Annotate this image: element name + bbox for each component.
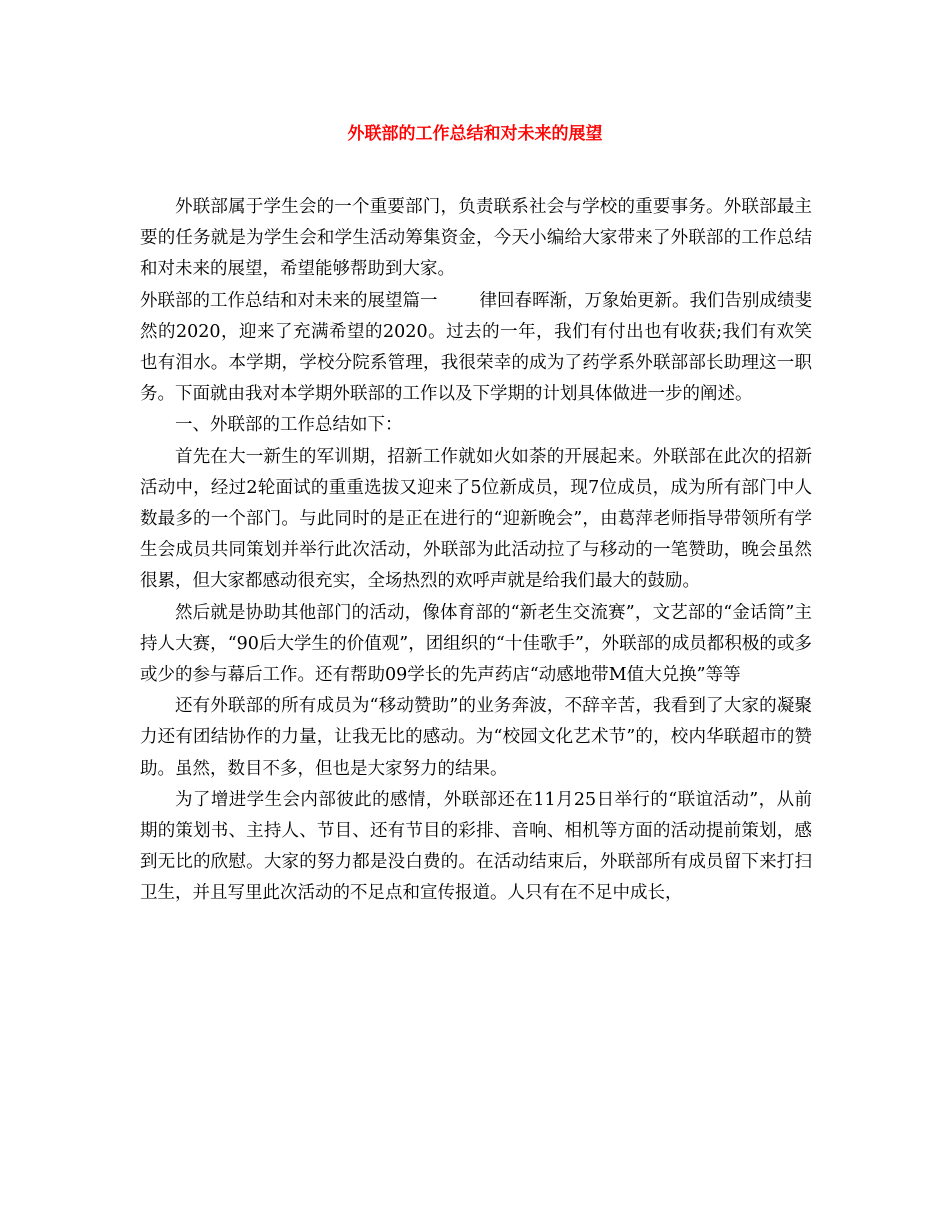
section-paragraph: [140, 286, 812, 411]
document-title: 外联部的工作总结和对未来的展望: [347, 124, 603, 144]
intro-paragraph: 外联部属于学生会的一个重要部门，负责联系社会与学校的重要事务。外联部最主要的任务就是为学生会和学生活动筹集资金，今天小编给大家带来了外联部的工作总结和对未来的展望，希望能够帮助到大家。: [140, 197, 812, 280]
body-paragraph: 首先在大一新生的军训期，招新工作就如火如荼的开展起来。外联部在此次的招新活动中，经过2轮面试的重重选拔又迎来了5位新成员，现7位成员，成为所有部门中人数最多的一个部门。与此同时的是正在进行的“迎新晚会”，由葛萍老师指导带领所有学生会成员共同策划并举行此次活动，外联部为此活动拉了与移动的一笔赞助，晚会虽然很累，但大家都感动很充实，全场热烈的欢呼声就是给我们最大的鼓励。: [140, 446, 812, 592]
subheading-work-summary: 一、外联部的工作总结如下：: [175, 415, 403, 436]
section-heading: 外联部的工作总结和对未来的展望篇一: [140, 290, 438, 311]
document-body: [140, 192, 812, 910]
body-paragraph: 为了增进学生会内部彼此的感情，外联部还在11月25日举行的“联谊活动”，从前期的策划书、主持人、节目、还有节目的彩排、音响、相机等方面的活动提前策划，感到无比的欣慰。大家的努力都是没白费的。在活动结束后，外联部所有成员留下来打扫卫生，并且写里此次活动的不足点和宣传报道。人只有在不足中成长，: [140, 789, 812, 904]
body-paragraph: 还有外联部的所有成员为“移动赞助”的业务奔波，不辞辛苦，我看到了大家的凝聚力还有团结协作的力量，让我无比的感动。为“校园文化艺术节”的，校内华联超市的赞助。虽然，数目不多，但也是大家努力的结果。: [140, 696, 812, 779]
section-first-text: 律回春晖渐，万象始更新。我们告别成绩斐然的2020，迎来了充满希望的2020。过去的一年，我们有付出也有收获;我们有欢笑也有泪水。本学期，学校分院系管理，我很荣幸的成为了药学系外联部部长助理这一职务。下面就由我对本学期外联部的工作以及下学期的计划具体做进一步的阐述。: [140, 290, 812, 405]
body-paragraph: 然后就是协助其他部门的活动，像体育部的“新老生交流赛”，文艺部的“金话筒”主持人大赛，“90后大学生的价值观”，团组织的“十佳歌手”，外联部的成员都积极的或多或少的参与幕后工作。还有帮助09学长的先声药店“动感地带M值大兑换”等等: [140, 602, 812, 686]
